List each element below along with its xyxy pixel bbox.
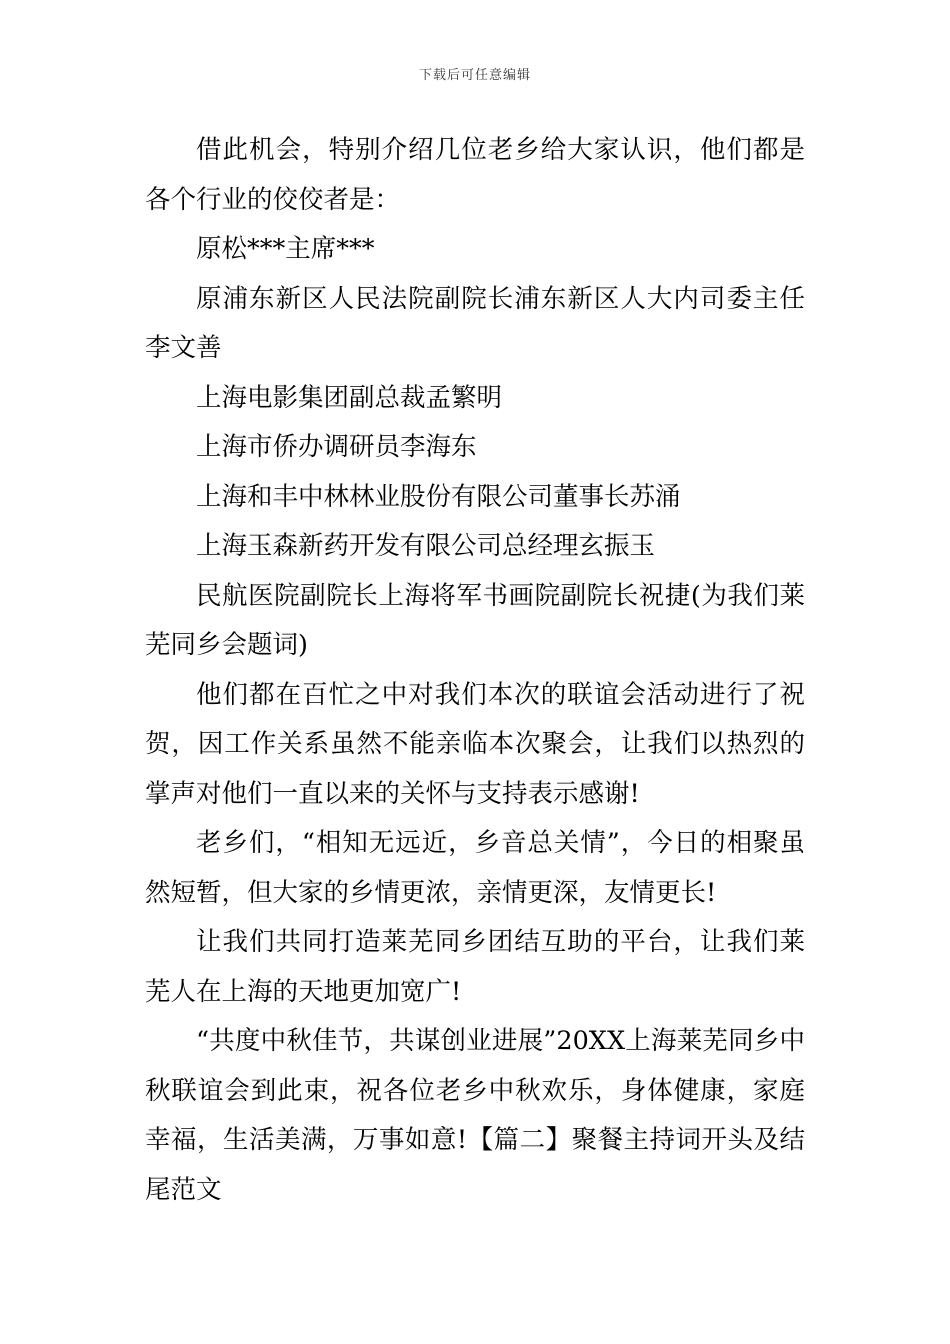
paragraph-guest-2: 原浦东新区人民法院副院长浦东新区人大内司委主任李文善	[145, 283, 805, 363]
paragraph-platform: 让我们共同打造莱芜同乡团结互助的平台，让我们莱芜人在上海的天地更加宽广!	[145, 927, 805, 1007]
paragraph-guest-5: 上海和丰中林林业股份有限公司董事长苏涌	[196, 481, 681, 512]
paragraph-thanks: 他们都在百忙之中对我们本次的联谊会活动进行了祝贺，因工作关系虽然不能亲临本次聚会，让我们以热烈的掌声对他们一直以来的关怀与支持表示感谢!	[145, 679, 805, 809]
document-body	[145, 126, 805, 1215]
paragraph-guest-1: 原松***主席***	[196, 234, 375, 264]
paragraph-guest-3: 上海电影集团副总裁孟繁明	[196, 382, 503, 413]
paragraph-guest-4: 上海市侨办调研员李海东	[196, 432, 477, 462]
paragraph-guest-6: 上海玉森新药开发有限公司总经理玄振玉	[196, 531, 656, 561]
paragraph-guest-7: 民航医院副院长上海将军书画院副院长祝捷(为我们莱芜同乡会题词)	[145, 580, 805, 660]
paragraph-hometown: 老乡们，“相知无远近，乡音总关情”，今日的相聚虽然短暂，但大家的乡情更浓，亲情更深，友情更长!	[145, 828, 805, 908]
paragraph-closing: “共度中秋佳节，共谋创业进展”20XX上海莱芜同乡中秋联谊会到此束，祝各位老乡中秋欢乐，身体健康，家庭幸福，生活美满，万事如意!【篇二】聚餐主持词开头及结尾范文	[145, 1026, 805, 1205]
page-header: 下载后可任意编辑	[418, 68, 531, 83]
paragraph-intro: 借此机会，特别介绍几位老乡给大家认识，他们都是各个行业的佼佼者是：	[145, 135, 805, 215]
